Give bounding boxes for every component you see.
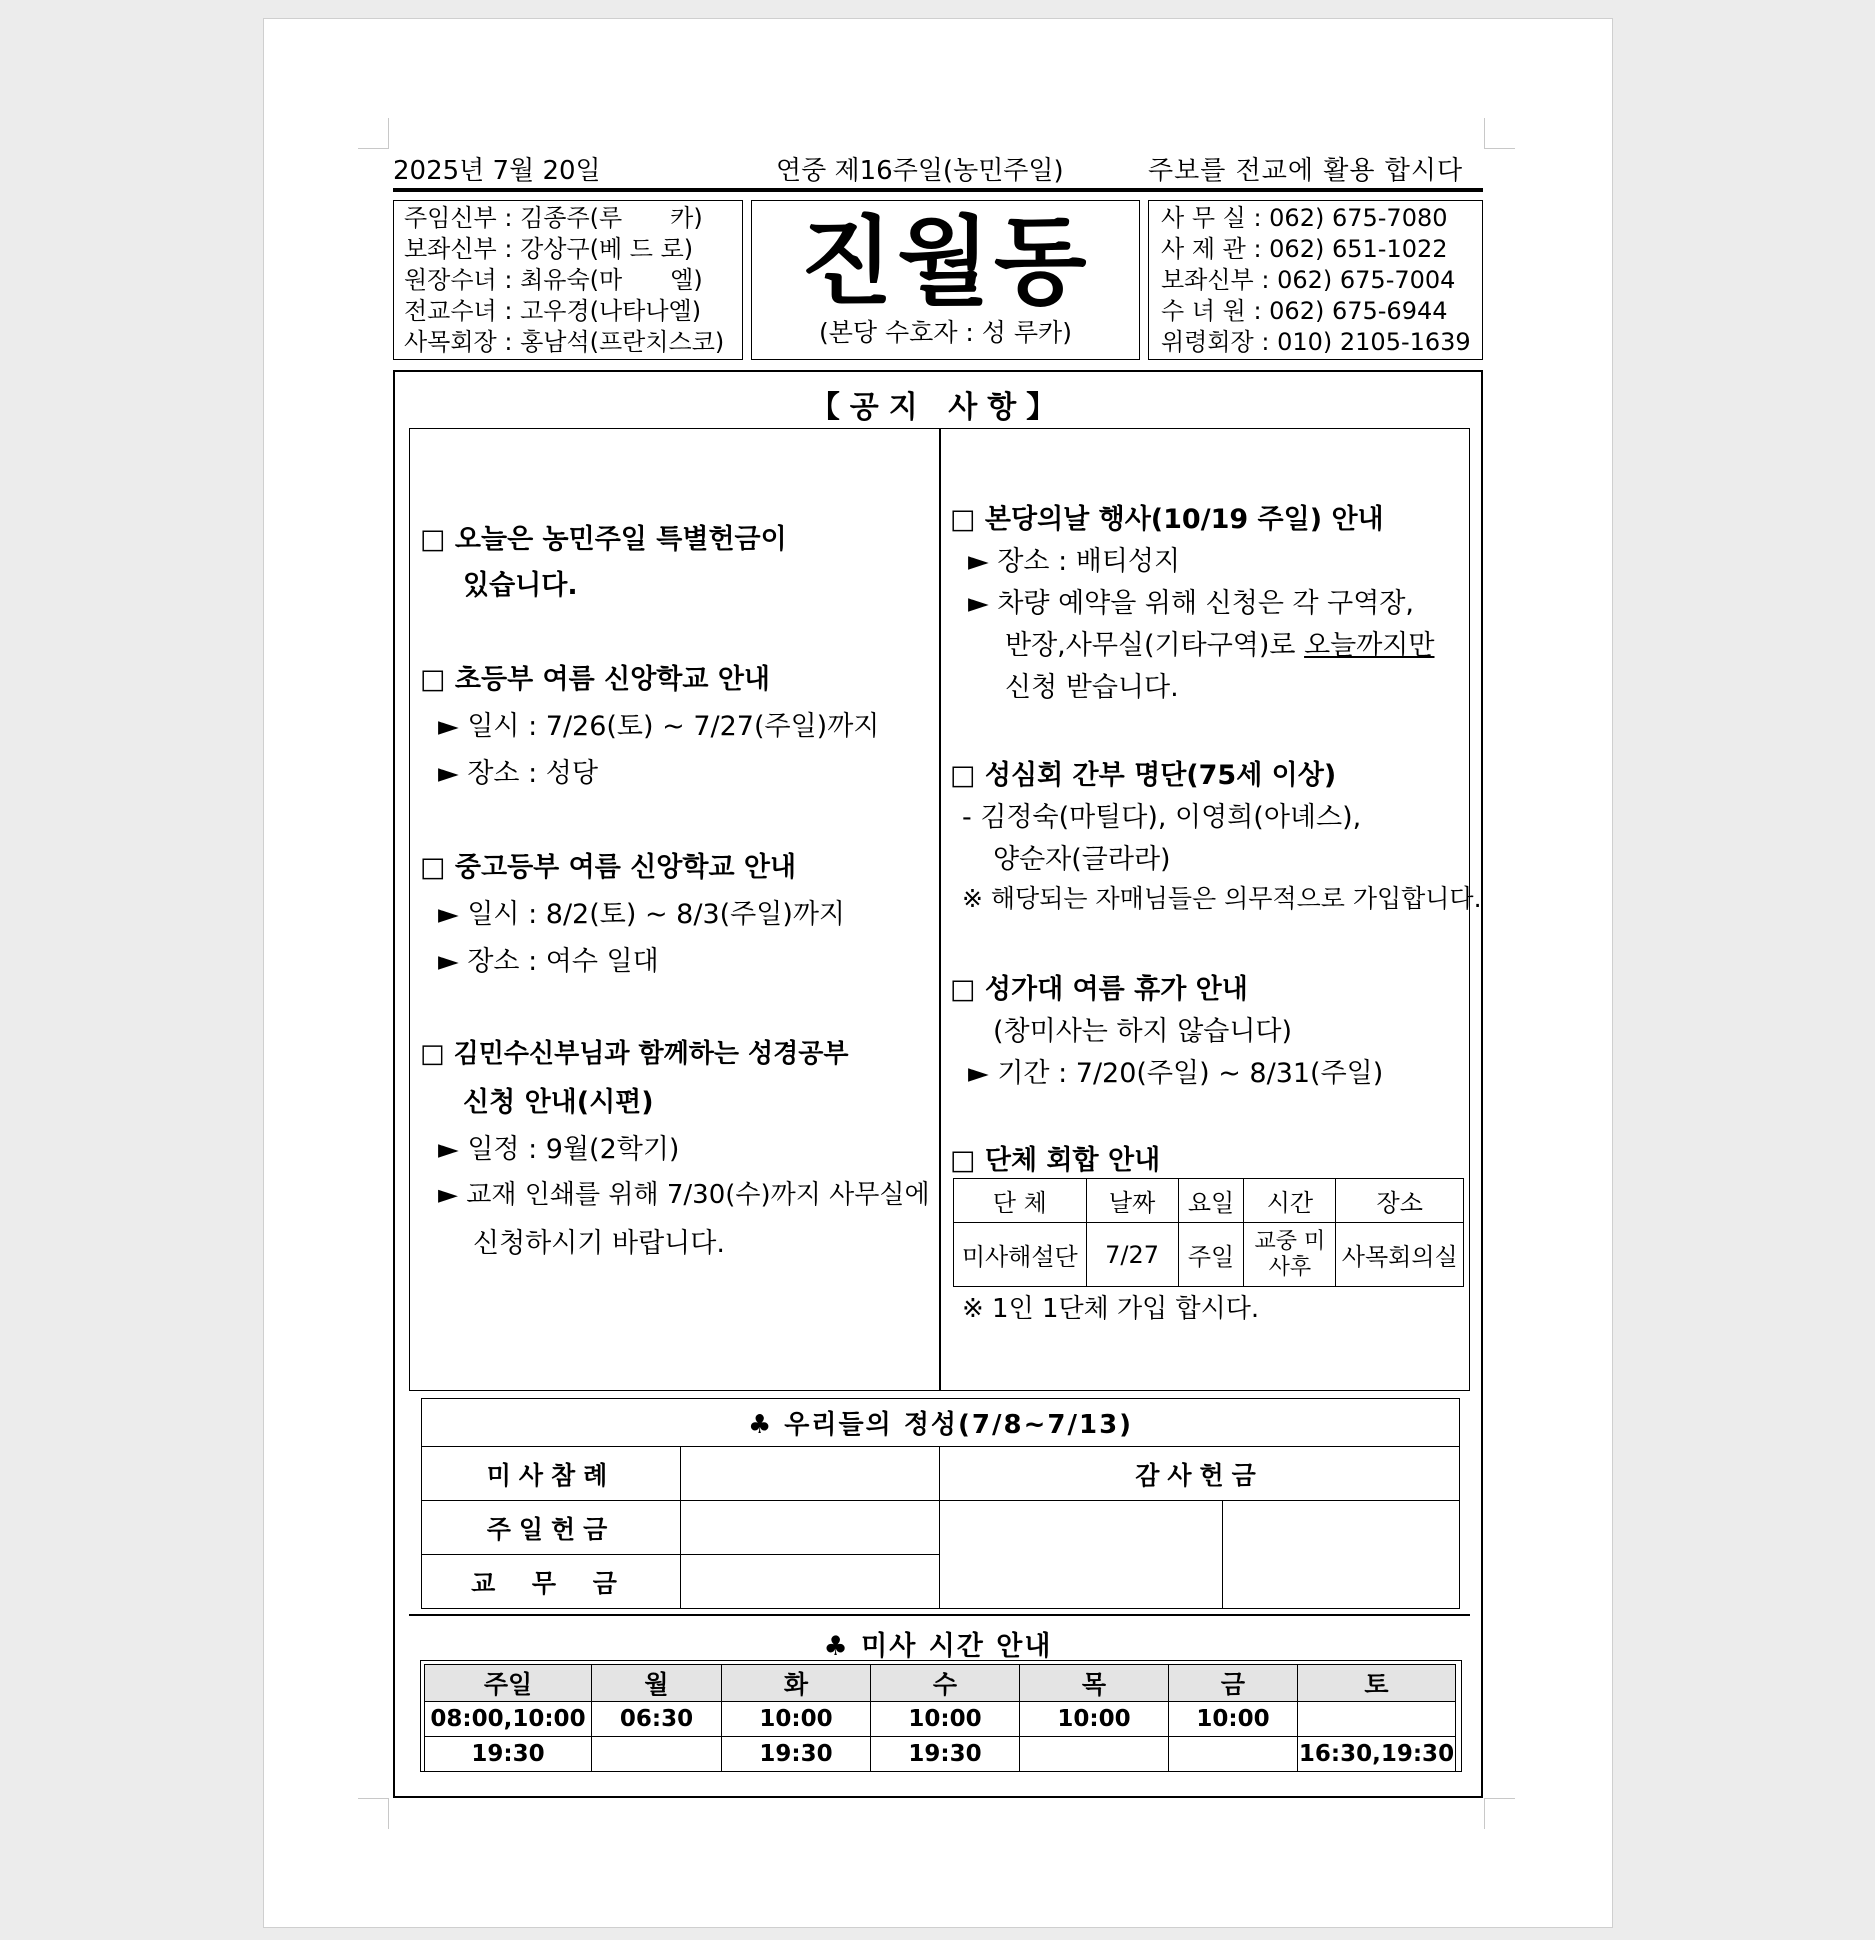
staff-line: 전교수녀 : 고우경(나타나엘) [404,297,702,325]
mass-attendance-label: 미사참례 [422,1447,681,1501]
mass-time-cell: 10:00 [1169,1702,1298,1737]
group-meeting-table [953,1178,1464,1287]
table-header: 날짜 [1086,1179,1178,1223]
contact-line: 위령회장 : 010) 2105-1639 [1161,328,1471,356]
day-header: 금 [1169,1665,1298,1702]
crop-mark-top-right [1484,118,1515,149]
notice-text: ► 기간 : 7/20(주일) ~ 8/31(주일) [968,1058,1384,1089]
mass-time-cell [1298,1702,1456,1737]
notice-text: 신청 받습니다. [1005,672,1179,703]
day-header: 월 [592,1665,722,1702]
parish-title-box [751,200,1140,360]
contact-line: 사 제 관 : 062) 651-1022 [1161,235,1448,263]
notice-text: 신청 안내(시편) [463,1087,654,1118]
table-cell: 교중 미사후 [1244,1223,1336,1287]
notice-text: 반장,사무실(기타구역)로 [1005,630,1305,661]
thanks-offering-value [940,1501,1223,1609]
notice-elementary-camp: □ 초등부 여름 신앙학교 안내 [420,664,771,695]
notice-text: ► 일시 : 8/2(토) ~ 8/3(주일)까지 [438,899,846,930]
deadline-underlined: 오늘까지만 [1304,630,1435,661]
notice-parish-day: □ 본당의날 행사(10/19 주일) 안내 [950,504,1384,535]
staff-line: 보좌신부 : 강상구(베 드 로) [404,235,694,263]
table-cell: 7/27 [1086,1223,1178,1287]
mass-time-cell [1020,1737,1169,1772]
mass-time-cell: 10:00 [722,1702,871,1737]
offering-table [421,1398,1460,1609]
mass-time-cell: 08:00,10:00 [425,1702,592,1737]
staff-line: 주임신부 : 김종주(루 카) [404,204,703,232]
mass-time-cell: 10:00 [1020,1702,1169,1737]
notice-bible-study: □ 김민수신부님과 함께하는 성경공부 [420,1039,849,1069]
notice-sacred-heart: □ 성심회 간부 명단(75세 이상) [950,760,1337,791]
notice-text: ※ 1인 1단체 가입 합시다. [962,1294,1260,1324]
notice-text: 있습니다. [463,570,578,601]
notice-text [1005,623,1434,662]
table-cell: 사목회의실 [1336,1223,1464,1287]
notice-text: (창미사는 하지 않습니다) [993,1016,1293,1047]
staff-line: 사목회장 : 홍남석(프란치스코) [404,328,725,356]
notice-group-meeting: □ 단체 회합 안내 [950,1145,1161,1176]
notice-text: 신청하시기 바랍니다. [473,1228,725,1259]
parish-patron: (본당 수호자 : 성 루카) [819,318,1072,347]
notice-text: ► 장소 : 여수 일대 [438,946,659,977]
contact-line: 수 녀 원 : 062) 675-6944 [1161,297,1448,325]
notice-text: ► 차량 예약을 위해 신청은 각 구역장, [968,588,1414,619]
section-divider [409,1614,1470,1616]
thanks-offering-value [1223,1501,1460,1609]
contacts-box [1148,200,1483,360]
notice-choir-vacation: □ 성가대 여름 휴가 안내 [950,974,1248,1005]
motto: 주보를 전교에 활용 합시다 [1148,156,1464,186]
sunday-offering-value [681,1501,940,1555]
staff-line: 원장수녀 : 최유숙(마 엘) [404,266,703,294]
notice-farmers-offering: □ 오늘은 농민주일 특별헌금이 [420,524,787,555]
table-header: 시간 [1244,1179,1336,1223]
crop-mark-bottom-left [358,1798,389,1829]
notice-text: ► 일시 : 7/26(토) ~ 7/27(주일)까지 [438,711,880,742]
notice-text: ► 장소 : 성당 [438,758,598,789]
mass-times-table [424,1664,1456,1772]
notice-text: ► 장소 : 배티성지 [968,546,1181,577]
day-header: 목 [1020,1665,1169,1702]
header-rule [393,188,1483,192]
mass-time-cell: 19:30 [871,1737,1020,1772]
mass-time-cell [592,1737,722,1772]
table-header: 장소 [1336,1179,1464,1223]
mass-time-cell: 10:00 [871,1702,1020,1737]
contact-line: 보좌신부 : 062) 675-7004 [1161,266,1456,294]
notice-title: 【공지 사항】 [809,390,1067,425]
sunday-offering-label: 주일헌금 [422,1501,681,1555]
notice-text: ► 일정 : 9월(2학기) [438,1134,680,1165]
parish-name: 진월동 [800,205,1091,318]
mass-attendance-value [681,1447,940,1501]
notice-text: - 김정숙(마틸다), 이영희(아녜스), [962,802,1362,833]
parish-due-label: 교 무 금 [422,1555,681,1609]
mass-time-cell: 06:30 [592,1702,722,1737]
crop-mark-bottom-right [1484,1798,1515,1829]
crop-mark-top-left [358,118,389,149]
mass-time-cell [1169,1737,1298,1772]
day-header: 주일 [425,1665,592,1702]
table-header: 단 체 [954,1179,1087,1223]
table-cell: 주일 [1178,1223,1244,1287]
liturgical-week: 연중 제16주일(농민주일) [776,156,1064,186]
parish-due-value [681,1555,940,1609]
bulletin-date: 2025년 7월 20일 [393,156,601,186]
mass-time-cell: 19:30 [425,1737,592,1772]
notice-text: ※ 해당되는 자매님들은 의무적으로 가입합니다. [962,884,1482,913]
table-cell: 미사해설단 [954,1223,1087,1287]
notice-text: 양순자(글라라) [993,844,1171,875]
table-header: 요일 [1178,1179,1244,1223]
contact-line: 사 무 실 : 062) 675-7080 [1161,204,1448,232]
day-header: 토 [1298,1665,1456,1702]
day-header: 화 [722,1665,871,1702]
staff-box [393,200,743,360]
notice-youth-camp: □ 중고등부 여름 신앙학교 안내 [420,852,797,883]
mass-times-title: ♣ 미사 시간 안내 [823,1631,1053,1662]
mass-time-cell: 16:30,19:30 [1298,1737,1456,1772]
mass-time-cell: 19:30 [722,1737,871,1772]
notice-text: ► 교재 인쇄를 위해 7/30(수)까지 사무실에 [438,1180,930,1210]
thanks-offering-label: 감사헌금 [940,1447,1460,1501]
column-divider [939,428,941,1391]
offering-title: ♣ 우리들의 정성(7/8~7/13) [422,1399,1460,1447]
day-header: 수 [871,1665,1020,1702]
